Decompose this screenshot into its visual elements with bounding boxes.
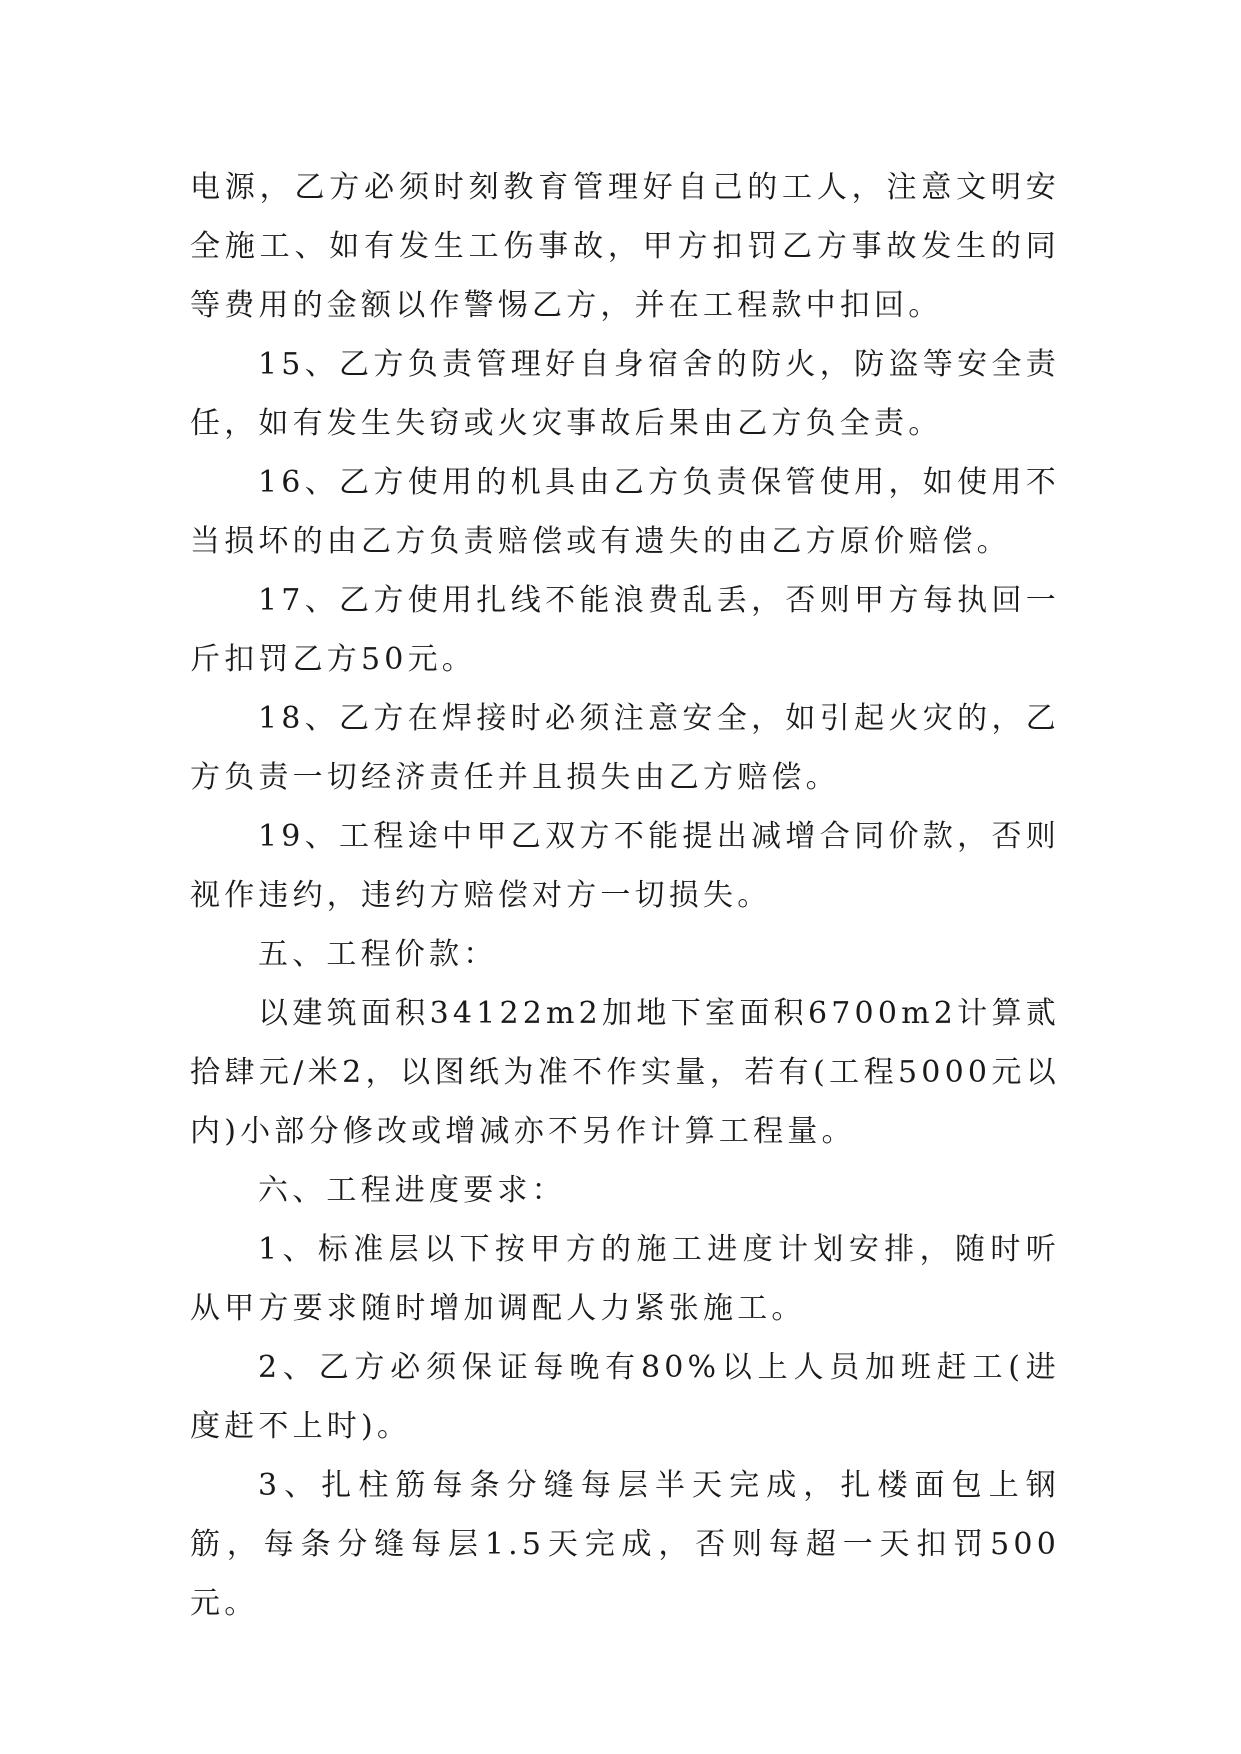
document-body (190, 158, 1060, 1633)
section-heading-schedule: 六、工程进度要求： (258, 1173, 566, 1208)
section-heading-price: 五、工程价款： (258, 937, 498, 972)
paragraph-17: 17、乙方使用扎线不能浪费乱丢，否则甲方每执回一斤扣罚乙方50元。 (190, 583, 1060, 677)
paragraph-schedule-1: 1、标准层以下按甲方的施工进度计划安排，随时听从甲方要求随时增加调配人力紧张施工。 (190, 1232, 1060, 1326)
paragraph-schedule-3: 3、扎柱筋每条分缝每层半天完成，扎楼面包上钢筋，每条分缝每层1.5天完成，否则每超一天扣罚500元。 (190, 1468, 1060, 1621)
paragraph-16: 16、乙方使用的机具由乙方负责保管使用，如使用不当损坏的由乙方负责赔偿或有遗失的由乙方原价赔偿。 (190, 465, 1060, 559)
paragraph-18: 18、乙方在焊接时必须注意安全，如引起火灾的，乙方负责一切经济责任并且损失由乙方赔偿。 (190, 701, 1060, 795)
paragraph-15: 15、乙方负责管理好自身宿舍的防火，防盗等安全责任，如有发生失窃或火灾事故后果由乙方负全责。 (190, 347, 1060, 441)
paragraph-1: 电源，乙方必须时刻教育管理好自己的工人，注意文明安全施工、如有发生工伤事故，甲方扣罚乙方事故发生的同等费用的金额以作警惕乙方，并在工程款中扣回。 (190, 170, 1060, 323)
paragraph-price: 以建筑面积34122m2加地下室面积6700m2计算贰拾肆元/米2，以图纸为准不作实量，若有(工程5000元以内)小部分修改或增减亦不另作计算工程量。 (190, 996, 1060, 1149)
paragraph-19: 19、工程途中甲乙双方不能提出减增合同价款，否则视作违约，违约方赔偿对方一切损失。 (190, 819, 1060, 913)
paragraph-schedule-2: 2、乙方必须保证每晚有80%以上人员加班赶工(进度赶不上时)。 (190, 1350, 1060, 1444)
